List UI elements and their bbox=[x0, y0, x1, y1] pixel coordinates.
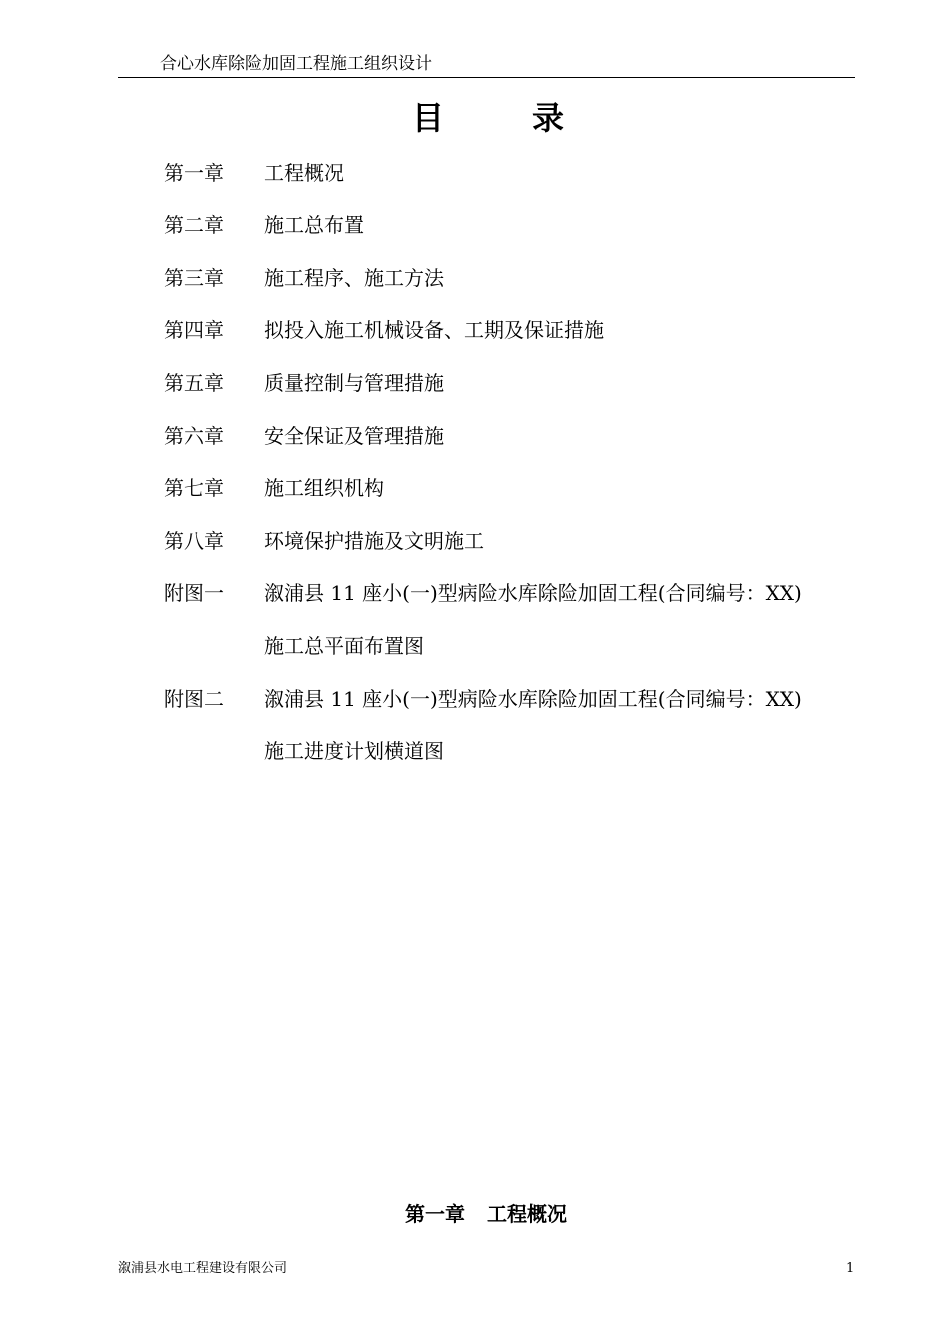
toc-title-char-1: 目 bbox=[412, 99, 445, 137]
toc-entry bbox=[0, 684, 950, 714]
toc-entry-text: 施工程序、施工方法 bbox=[264, 266, 444, 290]
chapter-heading-title: 工程概况 bbox=[487, 1202, 567, 1226]
chapter-heading-number: 第一章 bbox=[405, 1202, 465, 1226]
footer-page-number: 1 bbox=[846, 1261, 855, 1276]
toc-entry-text: 溆浦县 11 座小(一)型病险水库除险加固工程(合同编号：XX) bbox=[264, 687, 802, 711]
toc-entry-text: 环境保护措施及文明施工 bbox=[264, 529, 484, 553]
header-rule bbox=[118, 77, 855, 78]
toc-entry-label: 第六章 bbox=[164, 424, 224, 448]
toc-entry-text: 工程概况 bbox=[264, 161, 344, 185]
toc-entry-continuation bbox=[0, 736, 950, 766]
toc-entry-label: 第二章 bbox=[164, 213, 224, 237]
toc-entry-label: 第五章 bbox=[164, 371, 224, 395]
toc-entry-text: 安全保证及管理措施 bbox=[264, 424, 444, 448]
footer-company: 溆浦县水电工程建设有限公司 bbox=[118, 1261, 288, 1276]
toc-entry-label: 第三章 bbox=[164, 266, 224, 290]
toc-entry-text: 施工总平面布置图 bbox=[264, 634, 424, 658]
chapter-heading bbox=[0, 1200, 950, 1228]
toc-entry-text: 质量控制与管理措施 bbox=[264, 371, 444, 395]
toc-entry bbox=[0, 578, 950, 608]
toc-entry-text: 溆浦县 11 座小(一)型病险水库除险加固工程(合同编号：XX) bbox=[264, 581, 802, 605]
toc-entry bbox=[0, 315, 950, 345]
toc-title bbox=[412, 98, 564, 138]
toc-entry-label: 第七章 bbox=[164, 476, 224, 500]
toc-entry bbox=[0, 526, 950, 556]
toc-entry bbox=[0, 473, 950, 503]
toc-entry-text: 施工总布置 bbox=[264, 213, 364, 237]
toc-entry-text: 拟投入施工机械设备、工期及保证措施 bbox=[264, 318, 604, 342]
toc-entry-text: 施工进度计划横道图 bbox=[264, 739, 444, 763]
toc-entry-label: 附图一 bbox=[164, 581, 224, 605]
toc-entry bbox=[0, 158, 950, 188]
toc-entry bbox=[0, 210, 950, 240]
running-header-title: 合心水库除险加固工程施工组织设计 bbox=[160, 54, 432, 74]
toc-entry-label: 第四章 bbox=[164, 318, 224, 342]
toc-entry bbox=[0, 263, 950, 293]
toc-entry bbox=[0, 368, 950, 398]
toc-title-char-2: 录 bbox=[532, 99, 565, 137]
toc-entry-label: 第八章 bbox=[164, 529, 224, 553]
toc-entry bbox=[0, 421, 950, 451]
toc-entry-label: 附图二 bbox=[164, 687, 224, 711]
toc-entry-continuation bbox=[0, 631, 950, 661]
toc-entry-label: 第一章 bbox=[164, 161, 224, 185]
toc-entry-text: 施工组织机构 bbox=[264, 476, 384, 500]
